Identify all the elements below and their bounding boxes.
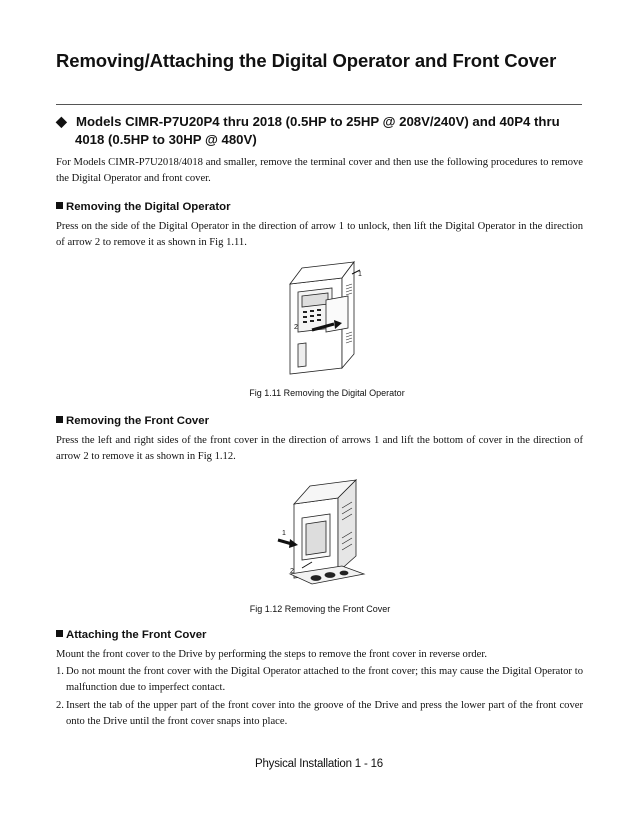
removing-cover-text: Press the left and right sides of the front cover in the direction of arrows 1 and lift the bottom of cover in the direction of arrow 2 to remove it as shown in Fig 1.12.	[56, 435, 583, 462]
list-item-number: 1.	[56, 666, 64, 677]
figure-label-1: 1	[282, 530, 286, 537]
figure-caption-1-12: Fig 1.12 Removing the Front Cover	[249, 604, 391, 614]
removing-operator-text: Press on the side of the Digital Operator in the direction of arrow 1 to unlock, then lift the Digital Operator in the direction of arrow 2 to remove it as shown in Fig 1.11.	[56, 221, 583, 248]
subheading-removing-operator-label: Removing the Digital Operator	[66, 201, 231, 213]
section-intro: For Models CIMR-P7U2018/4018 and smaller, remove the terminal cover and then use the following procedures to remove the Digital Operator and front cover.	[56, 157, 583, 184]
section-heading	[56, 112, 586, 149]
square-bullet-icon	[56, 630, 63, 637]
list-item-text: Insert the tab of the upper part of the front cover into the groove of the Drive and press the lower part of the front cover onto the Drive until the front cover snaps into place.	[66, 700, 583, 727]
page-footer: Physical Installation 1 - 16	[255, 758, 383, 770]
subheading-removing-cover-label: Removing the Front Cover	[66, 415, 210, 427]
subheading-attaching-cover-label: Attaching the Front Cover	[66, 629, 207, 641]
list-item	[56, 664, 583, 696]
subheading-removing-cover	[56, 415, 456, 427]
square-bullet-icon	[56, 202, 63, 209]
list-item	[56, 698, 583, 730]
figure-removing-cover	[272, 478, 382, 588]
list-item-number: 2.	[56, 700, 64, 711]
figure-caption-1-11: Fig 1.11 Removing the Digital Operator	[249, 388, 405, 398]
figure-removing-operator	[276, 256, 372, 376]
attaching-cover-text: Mount the front cover to the Drive by performing the steps to remove the front cover in reverse order.	[56, 649, 487, 660]
section-heading-line1: Models CIMR-P7U20P4 thru 2018 (0.5HP to 25HP @ 208V/240V) and 40P4 thru	[76, 114, 560, 129]
title-divider	[56, 104, 582, 105]
page-title: Removing/Attaching the Digital Operator and Front Cover	[56, 50, 557, 71]
diamond-icon: ◆	[56, 113, 67, 129]
list-item-text: Do not mount the front cover with the Digital Operator attached to the front cover; this may cause the Digital Operator to malfunction due to imperfect contact.	[66, 666, 583, 693]
subheading-attaching-cover	[56, 629, 456, 641]
figure-label-1: 1	[358, 271, 362, 278]
square-bullet-icon	[56, 416, 63, 423]
section-heading-line2: 4018 (0.5HP to 30HP @ 480V)	[75, 132, 257, 147]
figure-label-2: 2	[294, 324, 298, 331]
subheading-removing-operator	[56, 201, 456, 213]
figure-label-2: 2	[290, 568, 294, 575]
